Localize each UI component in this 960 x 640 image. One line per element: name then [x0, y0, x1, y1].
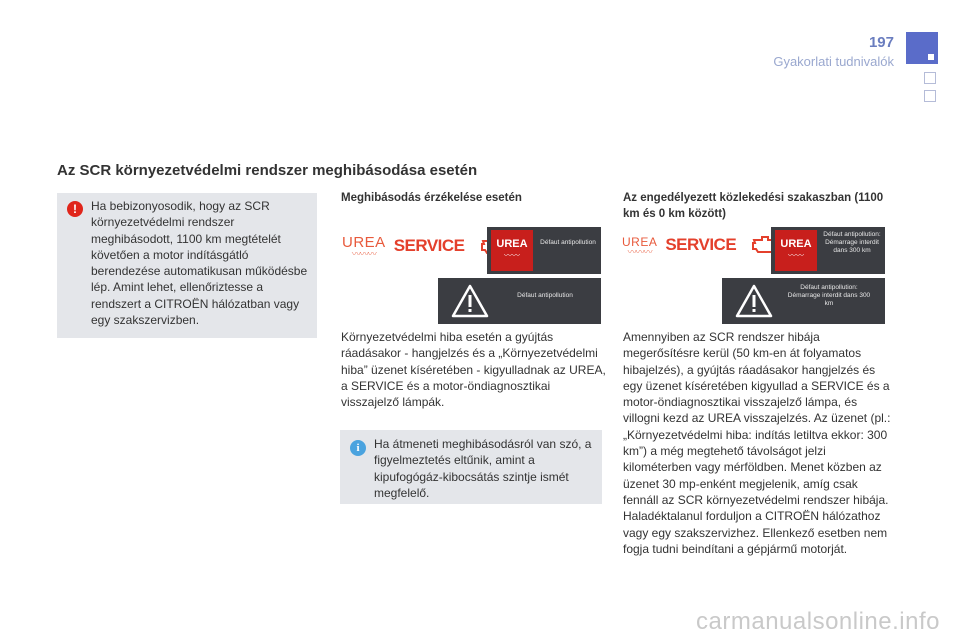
column-heading-detection: Meghibásodás érzékelése esetén	[341, 192, 522, 204]
display-message: Défaut antipollution: Démarrage interdit dans 300 km	[787, 284, 871, 307]
page-heading: Az SCR környezetvédelmi rendszer meghibásodása esetén	[57, 162, 478, 179]
display-panel-urea	[487, 227, 601, 274]
page-number: 197	[868, 34, 894, 51]
warning-triangle-icon	[450, 283, 490, 319]
detection-description: Környezetvédelmi hiba esetén a gyújtás ráadásakor - hangjelzés és a „Környezetvédelmi hiba” üzenet kíséretében - kigyulladnak az UREA, a SERVICE és a motor-öndiagnosztikai visszajelző lámpák.	[341, 330, 606, 410]
display-message: Défaut antipollution	[540, 239, 596, 246]
warning-triangle-icon	[734, 283, 774, 319]
watermark: carmanualsonline.info	[696, 608, 940, 635]
urea-display-block: UREA 〰〰	[491, 230, 533, 271]
warning-text: Ha bebizonyosodik, hogy az SCR környezetvédelmi rendszer meghibásodott, 1100 km megtételét követően a motor indításgátló berendezése automatikusan működésbe lép. Amint lehet, ellenőriztesse a rendszert a CITROËN hálózatban vagy egy szakszervizben.	[91, 199, 308, 328]
urea-lamp-icon: UREA 〰〰〰	[342, 234, 386, 259]
chapter-tab[interactable]	[924, 90, 936, 102]
warning-lights-row-flashing	[622, 234, 782, 256]
info-box	[340, 430, 602, 504]
tab-dot	[928, 54, 934, 60]
warning-box	[57, 193, 317, 338]
info-text: Ha átmeneti meghibásodásról van szó, a figyelmeztetés eltűnik, amint a kipufogógáz-kibocsátás szintje ismét megfelelő.	[374, 437, 592, 500]
display-panel-urea-countdown	[771, 227, 885, 274]
urea-lamp-flashing-icon: UREA 〰〰〰	[622, 235, 658, 257]
chapter-tab[interactable]	[924, 72, 936, 84]
exclamation-icon: !	[67, 201, 83, 217]
warning-lights-row	[342, 234, 511, 257]
service-lamp-icon: SERVICE	[665, 235, 737, 254]
info-icon: i	[350, 440, 366, 456]
urea-display-block: UREA 〰〰	[775, 230, 817, 271]
service-lamp-icon: SERVICE	[393, 235, 465, 255]
display-message: Défaut antipollution	[517, 292, 573, 299]
chapter-tab-active[interactable]	[906, 32, 938, 64]
column-heading-allowed-range: Az engedélyezett közlekedési szakaszban (1100 km és 0 km között)	[623, 192, 884, 220]
allowed-range-description: Amennyiben az SCR rendszer hibája megerősítésre kerül (50 km-en át folyamatos hibajelzés), a gyújtás ráadásakor hangjelzés és egy üzenet kíséretében kigyullad a SERVICE és a motor-öndiagnosztikai visszajelző lámpa, és villogni kezd az UREA visszajelzés. Az üzenet (pl.: „Környezetvédelmi hiba: indítás letiltva ekkor: 300 km”) a még megtehető távolságot jelzi kilométerben vagy mérföldben. Menet közben az üzenet 30 mp-enként megjelenik, amíg csak fennáll az SCR környezetvédelmi rendszer hibája. Haladéktalanul forduljon a CITROËN hálózathoz vagy egy szakszervizhez. Ellenkező esetben nem fogja tudni beindítani a gépjármű motorját.	[623, 330, 891, 556]
display-message: Défaut antipollution: Démarrage interdit dans 300 km	[823, 231, 881, 254]
display-panel-warning-countdown	[722, 278, 885, 324]
display-panel-warning	[438, 278, 601, 324]
section-title: Gyakorlati tudnivalók	[773, 54, 894, 69]
